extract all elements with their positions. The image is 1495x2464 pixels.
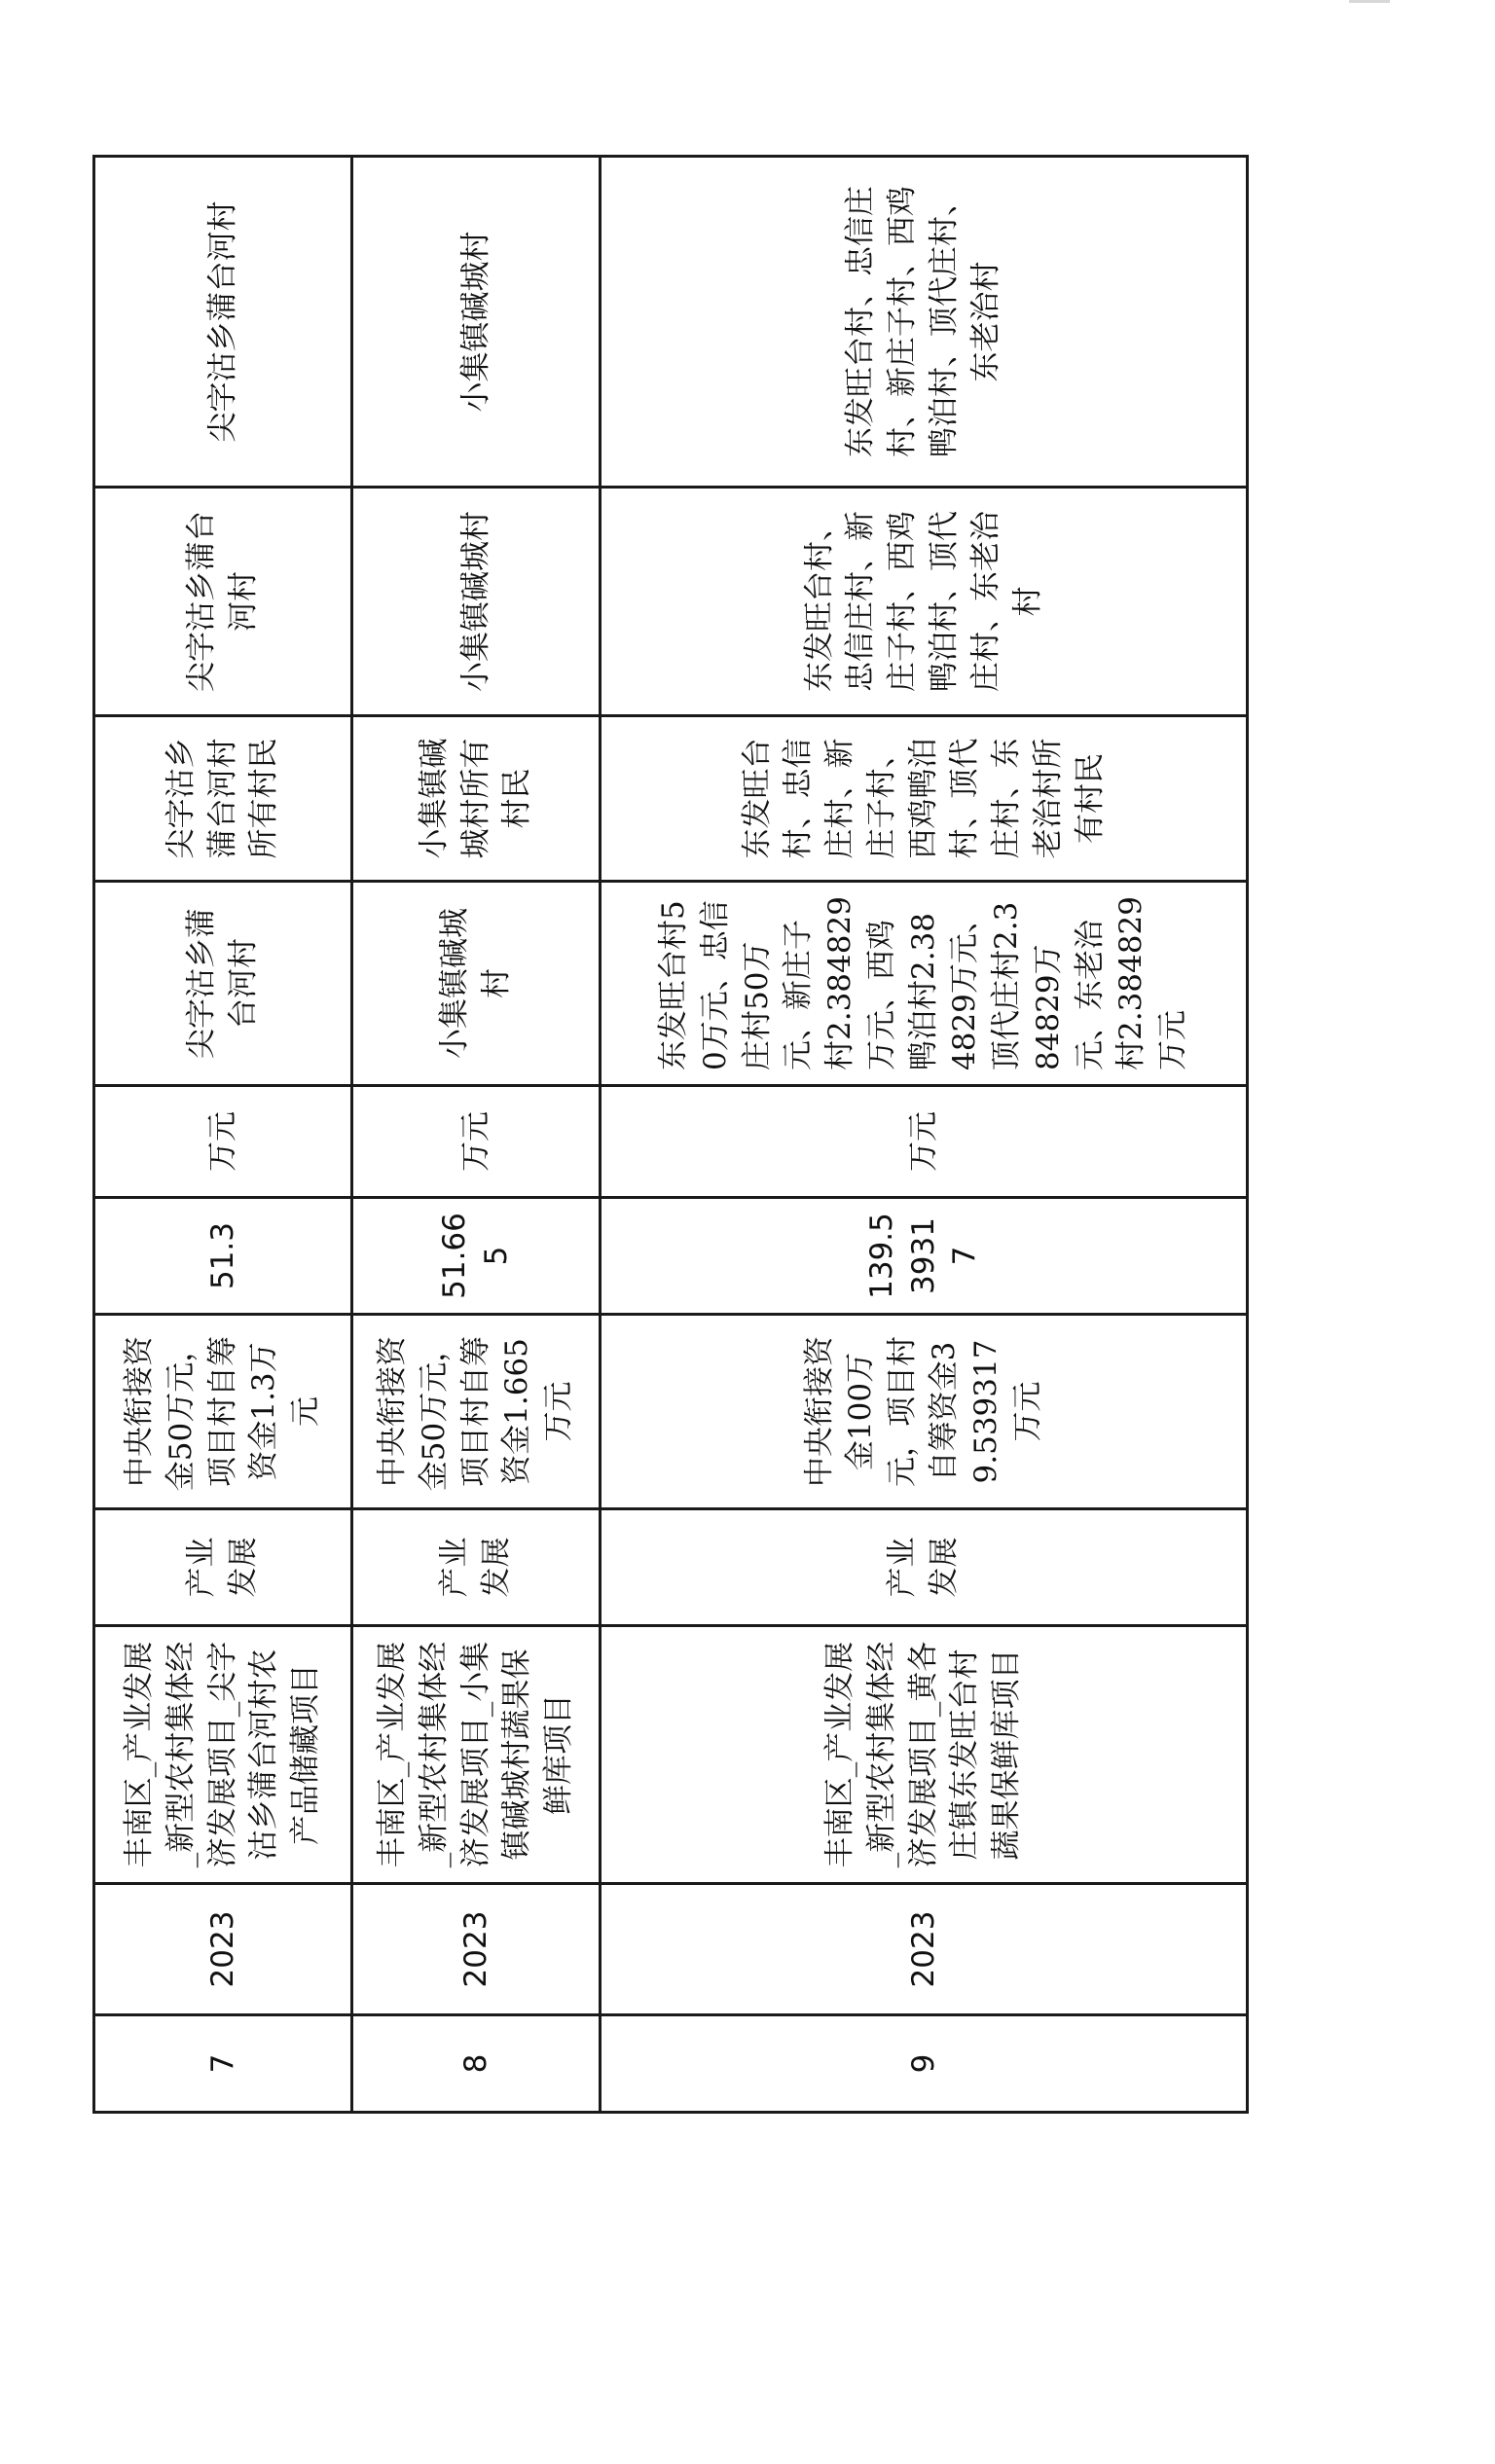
project-year: 2023	[601, 1884, 1248, 2015]
implementing-unit: 尖字沽乡蒲台河村	[94, 882, 352, 1086]
project-year: 2023	[352, 1884, 601, 2015]
implementing-unit: 东发旺台村50万元、忠信庄村50万元、新庄子村2.384829万元、西鸡鸭泊村2.384829万元、顶代庄村2.384829万元、东老治村2.384829万元	[601, 882, 1248, 1086]
funding-source: 中央衔接资金100万元，项目村自筹资金39.539317万元	[601, 1315, 1248, 1509]
investment-amount: 51.3	[94, 1198, 352, 1315]
row-index: 8	[352, 2015, 601, 2113]
project-category: 产业发展	[601, 1509, 1248, 1626]
asset-owner: 东发旺台村、忠信庄村、新庄子村、西鸡鸭泊村、顶代庄村、东老治村	[601, 157, 1248, 488]
funding-source: 中央衔接资金50万元，项目村自筹资金1.3万元	[94, 1315, 352, 1509]
project-village: 小集镇碱城村	[352, 488, 601, 716]
beneficiaries: 东发旺台村、忠信庄村、新庄子村、西鸡鸭泊村、顶代庄村、东老治村所有村民	[601, 716, 1248, 882]
project-year: 2023	[94, 1884, 352, 2015]
project-name: 丰南区_产业发展_新型农村集体经济发展项目_尖字沽乡蒲台河村农产品储藏项目	[94, 1626, 352, 1884]
amount-unit: 万元	[352, 1086, 601, 1198]
project-category: 产业发展	[94, 1509, 352, 1626]
row-index: 7	[94, 2015, 352, 2113]
project-village: 东发旺台村、忠信庄村、新庄子村、西鸡鸭泊村、顶代庄村、东老治村	[601, 488, 1248, 716]
implementing-unit: 小集镇碱城村	[352, 882, 601, 1086]
amount-unit: 万元	[601, 1086, 1248, 1198]
investment-amount: 51.665	[352, 1198, 601, 1315]
project-category: 产业发展	[352, 1509, 601, 1626]
project-table	[92, 155, 1249, 2114]
investment-amount: 139.539317	[601, 1198, 1248, 1315]
project-name: 丰南区_产业发展_新型农村集体经济发展项目_黄各庄镇东发旺台村蔬果保鲜库项目	[601, 1626, 1248, 1884]
beneficiaries: 小集镇碱城村所有村民	[352, 716, 601, 882]
table-row	[352, 157, 601, 2113]
table-row	[94, 157, 352, 2113]
table-row	[601, 157, 1248, 2113]
funding-source: 中央衔接资金50万元，项目村自筹资金1.665万元	[352, 1315, 601, 1509]
row-index: 9	[601, 2015, 1248, 2113]
beneficiaries: 尖字沽乡蒲台河村所有村民	[94, 716, 352, 882]
project-name: 丰南区_产业发展_新型农村集体经济发展项目_小集镇碱城村蔬果保鲜库项目	[352, 1626, 601, 1884]
amount-unit: 万元	[94, 1086, 352, 1198]
asset-owner: 小集镇碱城村	[352, 157, 601, 488]
asset-owner: 尖字沽乡蒲台河村	[94, 157, 352, 488]
project-village: 尖字沽乡蒲台河村	[94, 488, 352, 716]
